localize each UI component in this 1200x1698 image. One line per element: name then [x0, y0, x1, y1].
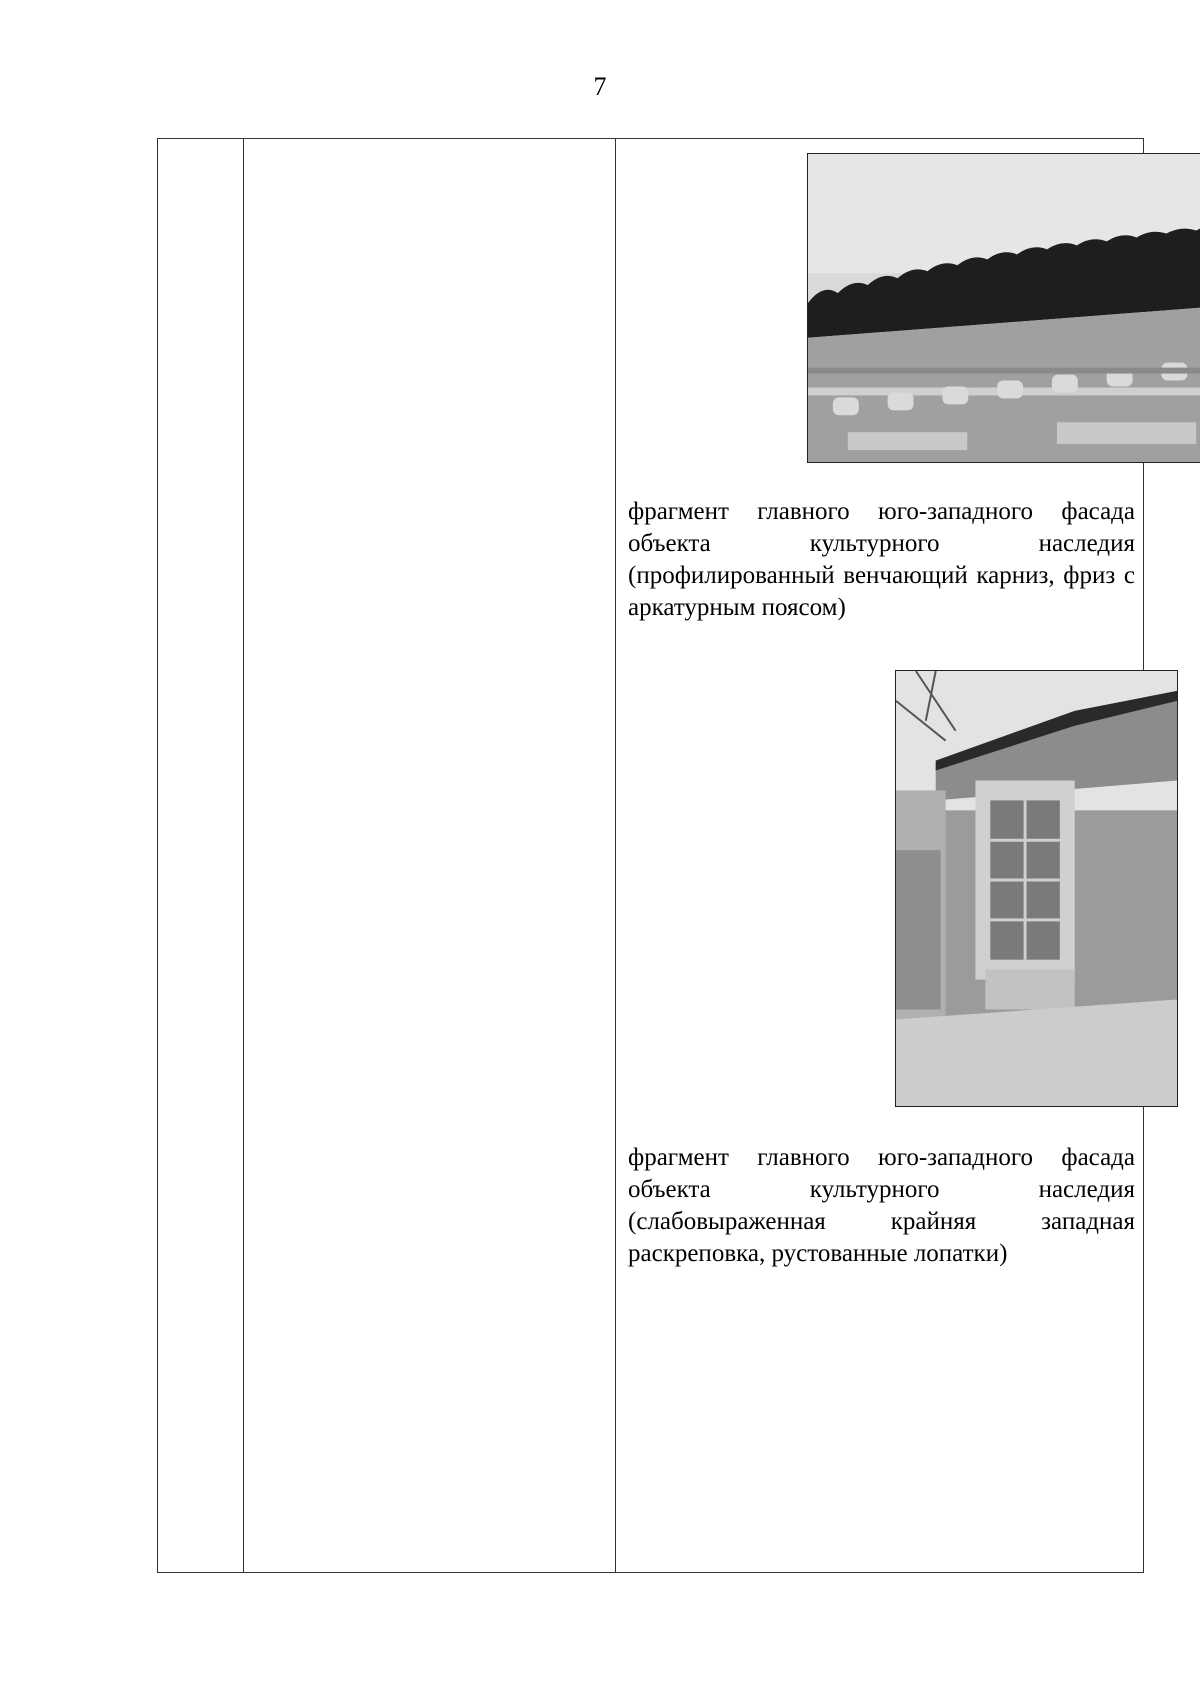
facade-window-photo	[895, 670, 1178, 1107]
facade-cornice-photo	[807, 153, 1200, 463]
column-divider	[243, 139, 244, 1572]
photo-caption: фрагмент главного юго-западного фасада объекта культурного наследия (профилированный венчающий карниз, фриз с аркатурным поясом)	[628, 498, 1135, 621]
document-table	[157, 138, 1144, 1573]
table-cell-photos	[616, 139, 1143, 1572]
page-number: 7	[593, 72, 607, 101]
photo-caption: фрагмент главного юго-западного фасада объекта культурного наследия (слабовыраженная крайняя западная раскреповка, рустованные лопатки)	[628, 1144, 1135, 1267]
